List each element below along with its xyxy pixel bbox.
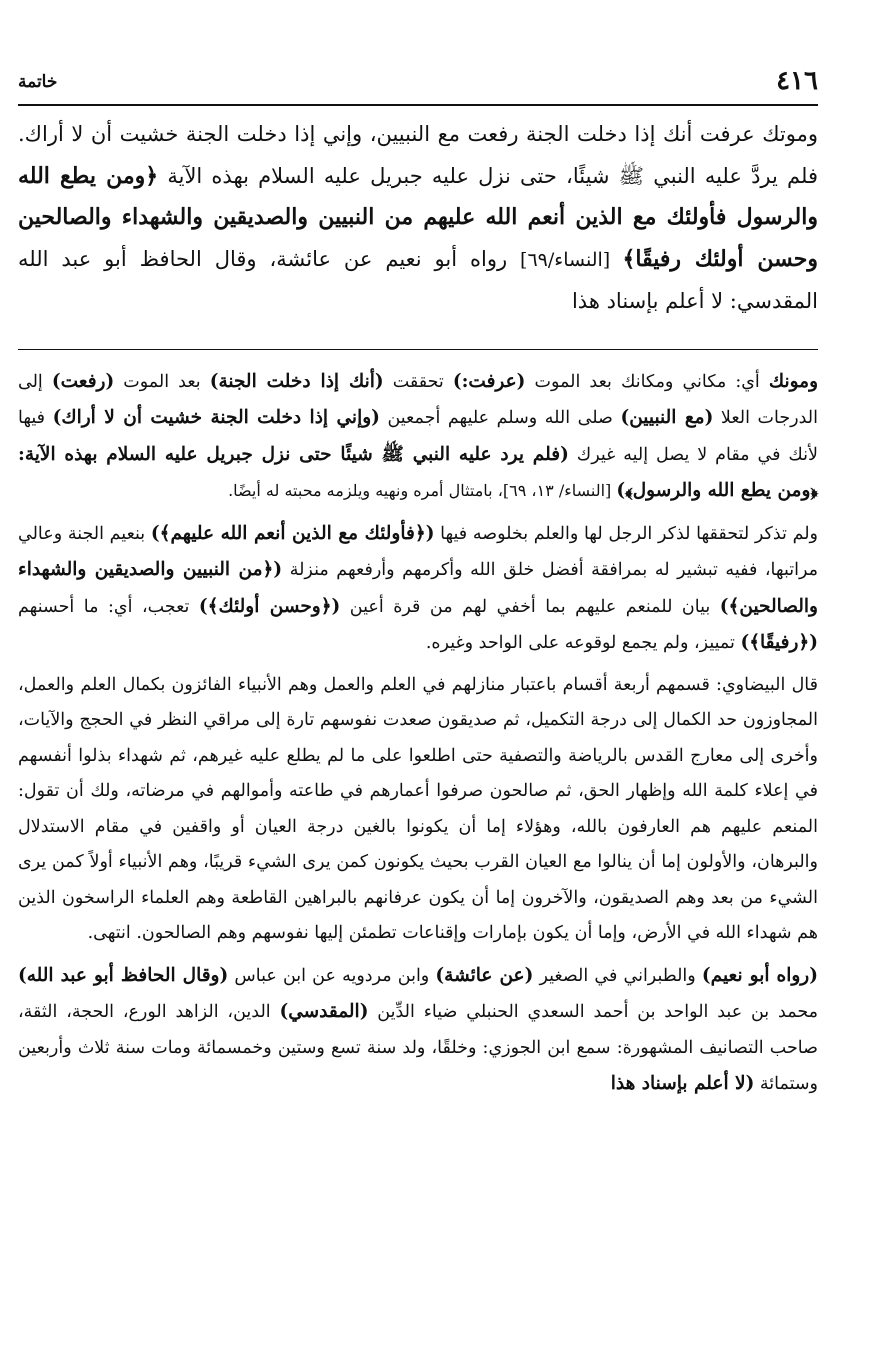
quoted-phrase: (لا أعلم بإسناد هذا (610, 1073, 755, 1094)
commentary-paragraph: قال البيضاوي: قسمهم أربعة أقسام باعتبار منازلهم في العلم والعمل وهم الأنبياء الفائزون بكمال العلم والعمل، المجاوزون حد الكمال إلى درجة التكميل، ثم صديقون صعدت نفوسهم تارة إلى مراقي النظر في الحجج والآيات، وأخرى إلى معارج القدس بالرياضة والتصفية حتى اطلعوا على ما لم يطلع عليه غيرهم، ثم شهداء بذلوا أنفسهم في إعلاء كلمة الله وإظهار الحق، ثم صالحون صرفوا أعمارهم في طاعته وأموالهم في مرضاته، ولك أن تقول: المنعم عليهم هم العارفون بالله، وهؤلاء إما أن يكونوا بالغين درجة العيان أو واقفين في مقام الاستدلال والبرهان، والأولون إما أن ينالوا مع العيان القرب بحيث يكونون كمن يرى الشيء قريبًا، وهم الأنبياء أولاً كمن يرى الشيء من بعد وهم الصديقون، والآخرون إما أن يكون عرفانهم بالبراهين القاطعة وهم العلماء الراسخون الذين هم شهداء الله في الأرض، وإما أن يكون بإمارات وإقناعات تطمئن إليها نفوسهم وهم الصالحون. انتهى. (18, 674, 818, 943)
commentary-span: بعد الموت (114, 371, 210, 392)
hadith-text-part: رواه أبو نعيم عن عائشة، وقال الحافظ أبو عبد الله المقدسي: لا أعلم بإسناد هذا (18, 246, 818, 313)
quoted-phrase: (فلم يرد عليه النبي ﷺ شيئًا حتى نزل جبريل عليه السلام بهذه الآية: ﴿ومن يطع الله والرسول﴾) (18, 443, 818, 501)
commentary-span: أي: مكاني ومكانك بعد الموت (525, 371, 769, 392)
commentary-span: فيها لأنك في مقام لا يصل إليه غيرك (18, 408, 818, 465)
commentary-span: الدين، الزاهد الورع، الحجة، الثقة، صاحب التصانيف المشهورة: سمع ابن الجوزي: وخلقًا، ولد سنة تسع وستين وخمسمائة ومات سنة ثلاث وأربعين وستمائة (18, 1002, 818, 1094)
quoted-phrase: (وقال الحافظ أبو عبد الله) (18, 964, 229, 986)
commentary-paragraph (18, 958, 818, 1103)
commentary-span: تعجب، أي: ما أحسنهم (18, 596, 199, 617)
commentary-span: تمييز، ولم يجمع لوقوعه على الواحد وغيره. (425, 633, 741, 653)
commentary-span: بنعيم الجنة وعالي مراتبها، ففيه تبشير له بمرافقة أفضل خلق الله وأكرمهم وأرفعهم منزلة (18, 523, 818, 580)
commentary-text (18, 364, 818, 1103)
quoted-phrase: (أنك إذا دخلت الجنة) (209, 370, 384, 392)
commentary-span: [النساء/ ١٣، ٦٩]، بامتثال أمره ونهيه ويلزمه محبته له أيضًا. (228, 481, 617, 500)
quoted-phrase: (مع النبيين) (620, 407, 714, 428)
commentary-span: وابن مردويه عن ابن عباس (228, 965, 436, 986)
book-page (18, 60, 818, 1109)
quoted-phrase: (﴿فأولئك مع الذين أنعم الله عليهم﴾) (150, 522, 435, 544)
commentary-paragraph (18, 364, 818, 510)
section-title: خاتمة (18, 72, 58, 92)
verse-reference: [النساء/٦٩] (520, 248, 623, 271)
commentary-paragraph (18, 516, 818, 662)
commentary-span: محمد بن عبد الواحد بن أحمد السعدي الحنبلي ضياء الدِّين (368, 1002, 818, 1022)
quoted-phrase: (المقدسي) (279, 1001, 369, 1022)
quoted-phrase: (﴿من النبيين والصديقين والشهداء والصالحين﴾) (18, 559, 818, 617)
hadith-paragraph (18, 114, 818, 323)
commentary-span: ولم تذكر لتحققها لذكر الرجل لها والعلم بخلوصه فيها (434, 523, 818, 544)
page-number: ٤١٦ (776, 66, 818, 96)
quoted-phrase: (رفعت) (51, 370, 115, 392)
hadith-text (18, 114, 818, 323)
commentary-span: صلى الله وسلم عليهم أجمعين (379, 408, 621, 428)
commentary-span: إلى الدرجات العلا (18, 371, 818, 428)
commentary-span: تحققت (383, 371, 453, 392)
quoted-phrase: (وإني إذا دخلت الجنة خشيت أن لا أراك) (52, 407, 380, 428)
quoted-phrase: (﴿رفيقًا﴾) (740, 632, 818, 653)
quran-verse: ﴿ومن يطع الله والرسول فأولئك مع الذين أنعم الله عليهم من النبيين والصديقين والشهداء والصالحين وحسن أولئك رفيقًا﴾ (18, 162, 818, 272)
quoted-phrase: ومونك (768, 370, 818, 392)
quoted-phrase: (رواه أبو نعيم) (701, 964, 818, 986)
commentary-span: بيان للمنعم عليهم بما أخفي لهم من قرة أعين (340, 596, 720, 617)
quoted-phrase: (عن عائشة) (435, 964, 534, 986)
commentary-span: والطبراني في الصغير (533, 965, 702, 986)
quoted-phrase: (عرفت:) (452, 370, 526, 392)
hadith-text-part: وموتك عرفت أنك إذا دخلت الجنة رفعت مع النبيين، وإني إذا دخلت الجنة خشيت أن لا أراك. فلم يردَّ عليه النبي ﷺ شيئًا، حتى نزل عليه جبريل عليه السلام بهذه الآية (18, 122, 819, 188)
footnote-divider (18, 349, 818, 350)
quoted-phrase: (﴿وحسن أولئك﴾) (198, 595, 341, 617)
running-header (18, 60, 818, 106)
